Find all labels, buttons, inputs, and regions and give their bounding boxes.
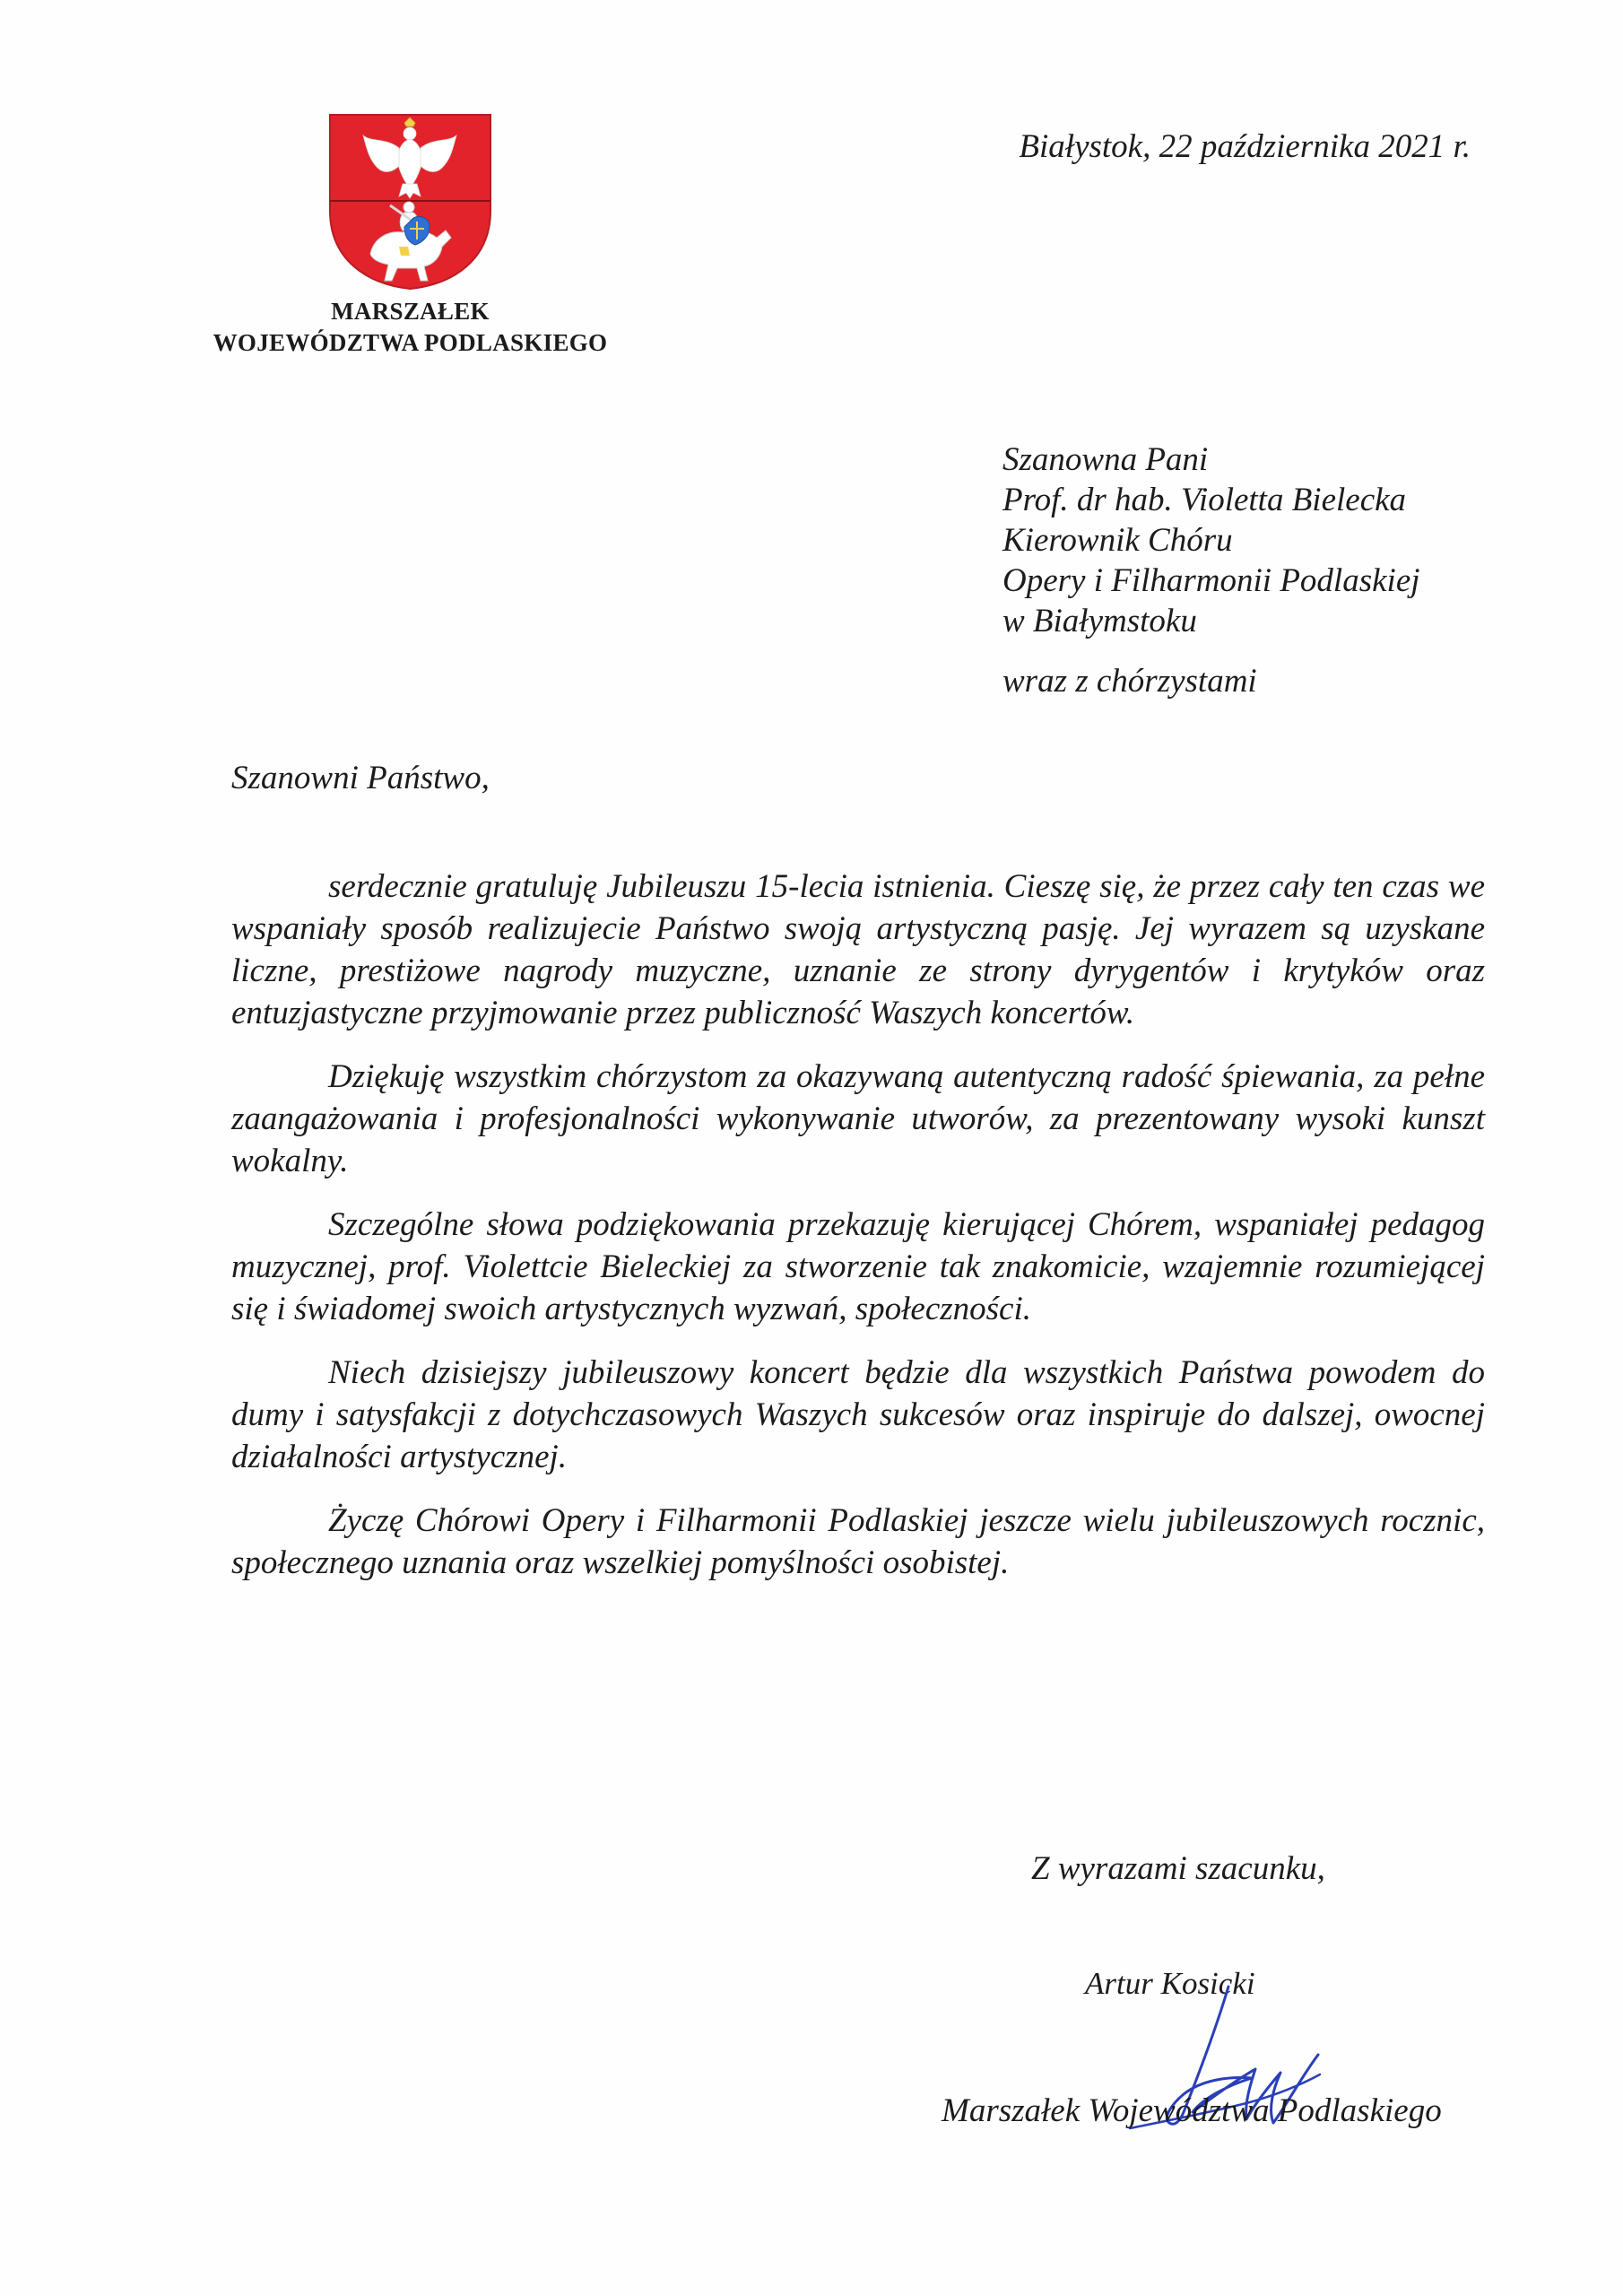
closing-phrase: Z wyrazami szacunku, — [1031, 1850, 1325, 1887]
body-paragraph: Szczególne słowa podziękowania przekazuję kierującej Chórem, wspaniałej pedagog muzycznej, prof. Violettcie Bieleckiej za stworzenie tak znakomicie, wzajemnie rozumiejącej się i świadomej swoich artystycznych wyzwań, społeczności. — [231, 1206, 1485, 1327]
addressee-block — [1002, 439, 1420, 701]
addressee-line: w Białymstoku — [1002, 603, 1197, 639]
body-paragraph: Niech dzisiejszy jubileuszowy koncert będzie dla wszystkich Państwa powodem do dumy i satysfakcji z dotychczasowych Waszych sukcesów oraz inspiruje do dalszej, owocnej działalności artystycznej. — [231, 1354, 1485, 1475]
issuer-heading — [179, 296, 641, 359]
body-paragraph: Życzę Chórowi Opery i Filharmonii Podlaskiej jeszcze wielu jubileuszowych rocznic, społecznego uznania oraz wszelkiej pomyślności osobistej. — [231, 1502, 1485, 1581]
issuer-line-1: MARSZAŁEK — [331, 298, 490, 325]
addressee-line: Prof. dr hab. Violetta Bielecka — [1002, 482, 1407, 518]
body-paragraph: Dziękuję wszystkim chórzystom za okazywaną autentyczną radość śpiewania, za pełne zaangażowania i profesjonalności wykonywanie utworów, za prezentowany wysoki kunszt wokalny. — [231, 1058, 1485, 1179]
signer-name: Artur Kosicki — [1085, 1966, 1255, 2001]
addressee-extra: wraz z chórzystami — [1002, 663, 1257, 700]
signer-title: Marszałek Województwa Podlaskiego — [942, 2092, 1442, 2129]
body-paragraph: serdecznie gratuluję Jubileuszu 15-lecia istnienia. Cieszę się, że przez cały ten czas we wspaniały sposób realizujecie Państwo swoją artystyczną pasję. Jej wyrazem są uzyskane liczne, prestiżowe nagrody muzyczne, uznanie ze strony dyrygentów i krytyków oraz entuzjastyczne przyjmowanie przez publiczność Waszych koncertów. — [231, 868, 1485, 1031]
letter-date: Białystok, 22 października 2021 r. — [1019, 128, 1471, 165]
addressee-line: Opery i Filharmonii Podlaskiej — [1002, 562, 1420, 599]
letter-body — [231, 865, 1485, 1605]
addressee-line: Szanowna Pani — [1002, 441, 1209, 478]
coat-of-arms-icon — [327, 112, 493, 291]
issuer-line-2: WOJEWÓDZTWA PODLASKIEGO — [213, 329, 608, 356]
salutation: Szanowni Państwo, — [231, 760, 490, 796]
addressee-line: Kierownik Chóru — [1002, 522, 1233, 559]
